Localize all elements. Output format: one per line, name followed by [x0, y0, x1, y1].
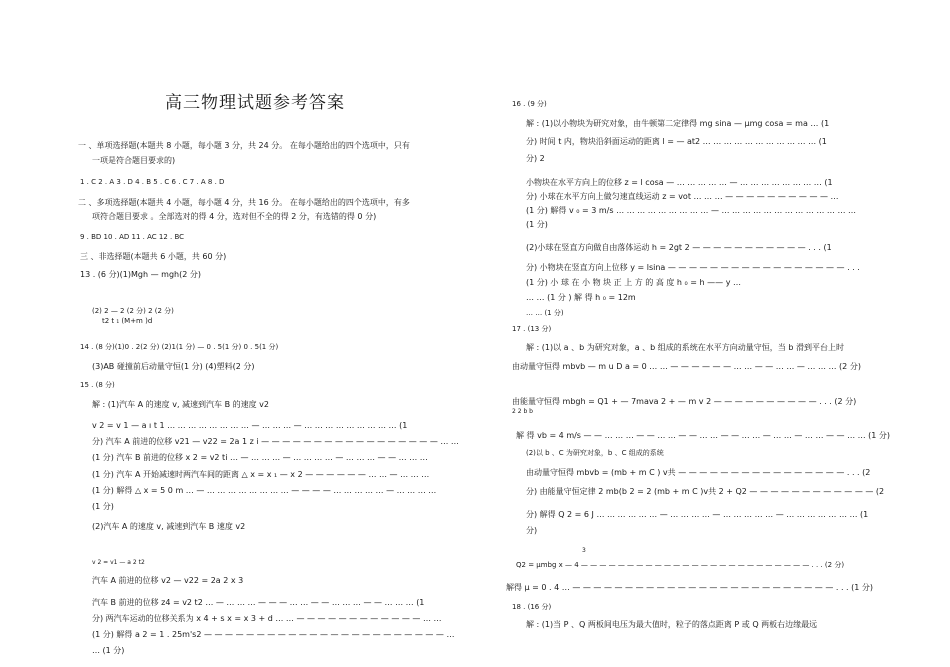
right-line-27: 18 . (16 分): [512, 603, 552, 611]
left-line-22: 汽车 A 前进的位移 v2 — v22 = 2a 2 x 3: [92, 576, 244, 585]
right-line-24: 3: [582, 547, 586, 554]
right-line-28: 解 : (1)当 P 、Q 两板间电压为最大值时，粒子的落点距离 P 或 Q 两板右边缘最远: [526, 620, 818, 629]
right-line-10: (1 分) 小 球 在 小 物 块 正 上 方 的 高 度 h ₀ = h —— y …: [526, 278, 741, 287]
right-line-0: 16 . (9 分): [512, 100, 547, 108]
left-line-25: (1 分) 解得 a 2 = 1 . 25m's2 — — — — — — — — — — — — — — — — — — — — — — — …: [92, 630, 455, 639]
right-line-9: 分) 小物块在竖直方向上位移 y = lsina — — — — — — — — — — — — — — — — — . . .: [526, 263, 860, 272]
right-line-6: (1 分) 解得 v ₀ = 3 m/s … … … … … … … … … — … … … … … … … … … … … … …: [526, 206, 857, 215]
left-line-4: 项符合题目要求 。全部选对的得 4 分，选对但不全的得 2 分，有选错的得 0 分): [92, 212, 377, 221]
left-line-20: (2)汽车 A 的速度 v, 减速到汽车 B 速度 v2: [92, 522, 246, 531]
right-line-4: 小物块在水平方向上的位移 z = l cosa — … … … … … — … … … … … … … … (1: [526, 178, 833, 187]
right-line-26: 解得 μ = 0 . 4 … — — — — — — — — — — — — — — — — — — — — — — — — — . . . (1 分): [506, 583, 874, 592]
right-line-23: 分): [526, 526, 538, 535]
left-line-14: v 2 = v 1 — a ı t 1 … … … … … … … … — … … … — … … … … … … … … … (1: [92, 421, 408, 430]
left-line-17: (1 分) 汽车 A 开始减速时两汽车间的距离 △ x = x ₁ — x 2 — — — — — — … … — … … …: [92, 470, 430, 479]
left-line-16: (1 分) 汽车 B 前进的位移 x 2 = v2 ti … — … … … — … … … … — … … … — — … … …: [92, 453, 428, 462]
left-line-23: 汽车 B 前进的位移 z4 = v2 t2 … — … … … — — — … … — — … … … — — … … … (1: [92, 598, 425, 607]
left-line-26: … (1 分): [92, 646, 125, 655]
right-line-7: (1 分): [526, 220, 548, 229]
right-line-19: (2)以 b 、C 为研究对象，b 、C 组成的系统: [526, 449, 664, 457]
right-line-11: … … (1 分 ) 解 得 h ₀ = 12m: [526, 293, 636, 302]
right-line-3: 分) 2: [526, 154, 545, 163]
right-line-16: 由能量守恒得 mbgh = Q1 + — 7mava 2 + — m v 2 — — — — — — — — — — . . . (2 分): [512, 397, 857, 406]
left-line-19: (1 分): [92, 502, 114, 511]
right-line-1: 解 : (1)以小物块为研究对象，由牛顿第二定律得 mg sina — μmg cosa = ma … (1: [526, 119, 830, 128]
left-line-21: v 2 = v1 — a 2 t2: [92, 559, 145, 566]
left-line-1: 一项是符合题目要求的): [92, 156, 176, 165]
left-line-11: (3)AB 碰撞前后动量守恒(1 分) (4)塑料(2 分): [92, 362, 255, 371]
left-line-6: 三 、非选择题(本题共 6 小题，共 60 分): [80, 252, 227, 261]
left-line-7: 13 . (6 分)(1)Mgh — mgh(2 分): [80, 270, 201, 279]
left-line-5: 9 . BD 10 . AD 11 . AC 12 . BC: [80, 233, 185, 241]
left-line-10: 14 . (8 分)(1)0 . 2(2 分) (2)1(1 分) — 0 . 5(1 分) 0 . 5(1 分): [80, 343, 279, 351]
right-line-21: 分) 由能量守恒定律 2 mb(b 2 = 2 (mb + m C )v共 2 + Q2 — — — — — — — — — — — — (2: [526, 487, 885, 496]
left-line-0: 一 、单项选择题(本题共 8 小题，每小题 3 分，共 24 分。 在每小题给出的四个选项中，只有: [78, 141, 410, 150]
right-line-5: 分) 小球在水平方向上做匀速直线运动 z = vot … … … — — — — — — — — — — …: [526, 192, 839, 201]
left-line-3: 二 、多项选择题(本题共 4 小题，每小题 4 分，共 16 分。 在每小题给出的四个选项中，有多: [78, 198, 410, 207]
right-line-2: 分) 时间 t 内，物块沿斜面运动的距离 l = — at2 … … … … … … … … … … … (1: [526, 137, 827, 146]
right-line-22: 分) 解得 Q 2 = 6 J … … … … … … — … … … … — … … … … … — … … … … … … … (1: [526, 510, 869, 519]
left-line-13: 解 : (1)汽车 A 的速度 v, 减速到汽车 B 的速度 v2: [92, 400, 269, 409]
left-line-12: 15 . (8 分): [80, 381, 115, 389]
left-line-15: 分) 汽车 A 前进的位移 v21 — v22 = 2a 1 z i — — — — — — — — — — — — — — — — — … …: [92, 437, 459, 446]
left-line-2: 1 . C 2 . A 3 . D 4 . B 5 . C 6 . C 7 . A 8 . D: [80, 178, 225, 186]
right-line-14: 解 : (1)以 a 、b 为研究对象，a 、b 组成的系统在水平方向动量守恒，当 b 滑到平台上时: [526, 343, 844, 352]
left-line-9: t2 t ₁ (M+m )d: [102, 317, 153, 325]
right-line-25: Q2 = μmbg x — 4 — — — — — — — — — — — — — — — — — — — — — — — — — . . . (2 分): [516, 561, 845, 569]
right-line-20: 由动量守恒得 mbvb = (mb + m C ) v共 — — — — — — — — — — — — — — — — . . . (2: [526, 468, 871, 477]
right-line-12: … … (1 分): [526, 309, 564, 317]
right-line-13: 17 . (13 分): [512, 325, 552, 333]
right-line-18: 解 得 vb = 4 m/s — — … … … — — … … — — … … — — … … — … … — … … — — … … (1 分): [516, 431, 891, 440]
page-title: 高三物理试题参考答案: [165, 93, 345, 113]
right-line-15: 由动量守恒得 mbvb — m u D a = 0 … … — — — — — — … … — — … … — … … … (2 分): [512, 362, 861, 371]
left-line-18: (1 分) 解得 △ x = 5 0 m … — … … … … … … … … — — — — … … … … … — … … … …: [92, 486, 437, 495]
left-line-24: 分) 两汽车运动的位移关系为 x 4 + s x = x 3 + d … … — — — — — — — — — — — — … …: [92, 614, 442, 623]
right-line-17: 2 2 b b: [512, 408, 533, 415]
left-line-8: (2) 2 — 2 (2 分) 2 (2 分): [92, 307, 174, 315]
right-line-8: (2)小球在竖直方向做自由落体运动 h = 2gt 2 — — — — — — — — — — — . . . (1: [526, 243, 832, 252]
